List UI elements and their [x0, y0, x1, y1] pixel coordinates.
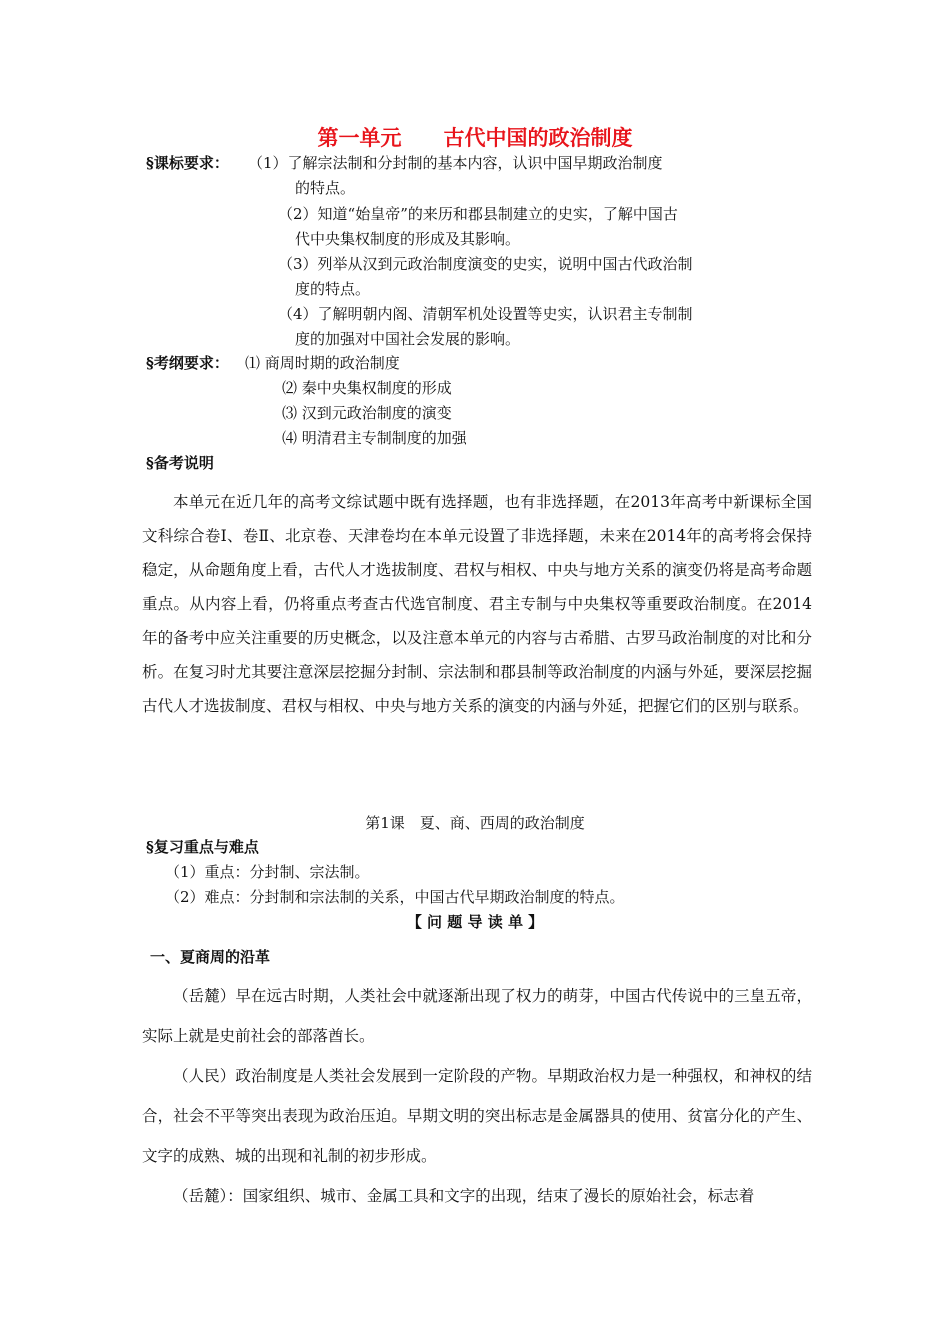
kebiao-item-3-line2: 度的特点。	[295, 280, 371, 298]
kebiao-item-3-line1: （3）列举从汉到元政治制度演变的史实，说明中国古代政治制	[278, 255, 693, 273]
review-nandian: （2）难点：分封制和宗法制的关系，中国古代早期政治制度的特点。	[165, 888, 625, 906]
section1-para-3: （岳麓）：国家组织、城市、金属工具和文字的出现，结束了漫长的原始社会，标志着	[173, 1187, 755, 1205]
review-zhongdian: （1）重点：分封制、宗法制。	[165, 863, 370, 881]
guide-title: 【 问 题 导 读 单 】	[406, 913, 544, 931]
section1-para-1: （岳麓）早在远古时期，人类社会中就逐渐出现了权力的萌芽，中国古代传说中的三皇五帝，实际上就是史前社会的部落酋长。	[142, 987, 812, 1045]
kebiao-item-1-line1: （1）了解宗法制和分封制的基本内容，认识中国早期政治制度	[248, 154, 663, 172]
kaogang-item-1: ⑴ 商周时期的政治制度	[245, 354, 400, 372]
kebiao-item-4-line2: 度的加强对中国社会发展的影响。	[295, 330, 521, 348]
review-heading: §复习重点与难点	[146, 838, 259, 856]
unit-title: 第一单元 古代中国的政治制度	[317, 125, 633, 150]
kaogang-item-4: ⑷ 明清君主专制制度的加强	[282, 429, 467, 447]
kebiao-label: §课标要求：	[146, 154, 229, 172]
kaogang-label: §考纲要求：	[146, 354, 229, 372]
kebiao-item-1-line2: 的特点。	[295, 179, 356, 197]
section1-para-2: （人民）政治制度是人类社会发展到一定阶段的产物。早期政治权力是一种强权，和神权的结合，社会不平等突出表现为政治压迫。早期文明的突出标志是金属器具的使用、贫富分化的产生、文字的成熟、城的出现和礼制的初步形成。	[142, 1067, 812, 1165]
kebiao-item-4-line1: （4）了解明朝内阁、清朝军机处设置等史实，认识君主专制制	[278, 305, 693, 323]
section1-paragraphs	[142, 976, 812, 1216]
beikao-text: 本单元在近几年的高考文综试题中既有选择题，也有非选择题，在2013年高考中新课标全国文科综合卷Ⅰ、卷Ⅱ、北京卷、天津卷均在本单元设置了非选择题，未来在2014年的高考将会保持稳定，从命题角度上看，古代人才选拔制度、君权与相权、中央与地方关系的演变仍将是高考命题重点。从内容上看，仍将重点考查古代选官制度、君主专制与中央集权等重要政治制度。在2014年的备考中应关注重要的历史概念，以及注意本单元的内容与古希腊、古罗马政治制度的对比和分析。在复习时尤其要注意深层挖掘分封制、宗法制和郡县制等政治制度的内涵与外延，要深层挖掘古代人才选拔制度、君权与相权、中央与地方关系的演变的内涵与外延，把握它们的区别与联系。	[142, 493, 812, 715]
beikao-paragraph	[142, 485, 812, 723]
kebiao-item-2-line2: 代中央集权制度的形成及其影响。	[295, 230, 521, 248]
kaogang-item-3: ⑶ 汉到元政治制度的演变	[282, 404, 452, 422]
beikao-heading: §备考说明	[146, 454, 214, 472]
kebiao-item-2-line1: （2）知道“始皇帝”的来历和郡县制建立的史实，了解中国古	[278, 205, 678, 223]
kaogang-item-2: ⑵ 秦中央集权制度的形成	[282, 379, 452, 397]
lesson-title: 第1课 夏、商、西周的政治制度	[365, 814, 585, 832]
section1-heading: 一、夏商周的沿革	[150, 948, 271, 966]
